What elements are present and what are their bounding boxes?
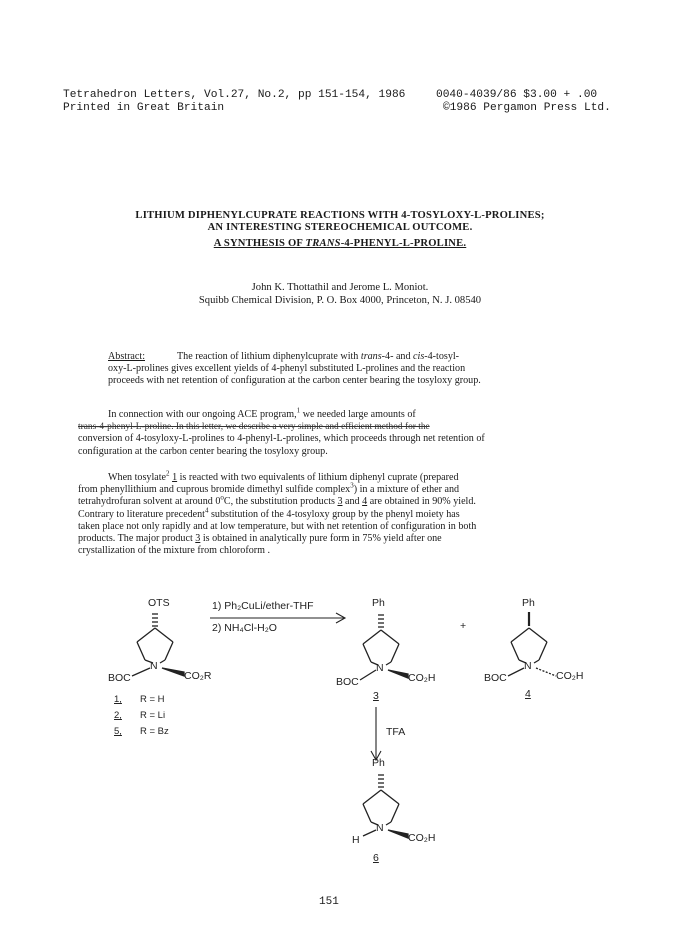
compound-4-boc-label: BOC [484,672,507,684]
printed-in: Printed in Great Britain [63,102,225,114]
compound-3-structure [360,615,408,680]
compound-6-ph-label: Ph [372,757,385,769]
para2-line-3: tetrahydrofuran solvent at around 0$^o$C, the substitution products 3 and 4 are obtained in 90% yield. [78,494,476,508]
legend-row-2: 2, R = Li [114,710,166,721]
subtitle-italic: TRANS [305,238,341,249]
reaction-step-2: 2) NH₄Cl-H₂O [212,622,277,634]
compound-3-number: 3 [373,690,379,702]
copyright: ©1986 Pergamon Press Ltd. [443,102,611,114]
tfa-reagent: TFA [386,726,406,738]
compound-legend [114,694,194,742]
legend-row-3: 5, R = Bz [114,726,169,737]
para2-line-7: crystallization of the mixture from chloroform . [78,545,271,557]
compound-4-number: 4 [525,688,531,700]
compound-1-structure [132,614,184,676]
para2-line-6: products. The major product 3 is obtained in analytically pure form in 75% yield after one [78,533,442,545]
compound-4-n-label: N [524,660,532,672]
abstract-label: Abstract: [108,351,145,362]
issn-price: 0040-4039/86 $3.00 + .00 [436,89,598,101]
journal-citation: Tetrahedron Letters, Vol.27, No.2, pp 151-154, 1986 [63,89,406,101]
author-names: John K. Thottathil and Jerome L. Moniot. [251,282,429,293]
para2-line-4: Contrary to literature precedent$^4$ substitution of the 4-tosyloxy group by the phenyl moiety has [78,506,460,520]
compound-6-h-label: H [352,834,360,846]
compound-6-co2h-label: CO₂H [408,832,436,844]
compound-3-co2h-label: CO₂H [408,672,436,684]
compound-4-structure [508,612,556,676]
compound-6-structure [363,775,408,838]
compound-4-co2h-label: CO₂H [556,670,584,682]
plus-sign: + [460,620,467,632]
title-line-2: AN INTERESTING STEREOCHEMICAL OUTCOME. [207,222,473,233]
page-number: 151 [319,896,339,908]
para1-line-2: trans-4-phenyl-L-proline. In this letter, we describe a very simple and efficient method for the [78,422,430,433]
compound-3-n-label: N [376,662,384,674]
affiliation: Squibb Chemical Division, P. O. Box 4000, Princeton, N. J. 08540 [198,295,482,306]
para1-line-4: configuration at the carbon center bearing the tosyloxy group. [78,445,328,457]
compound-1-co2r-label: CO₂R [184,670,212,682]
compound-3-boc-label: BOC [336,676,359,688]
abstract-line-3: proceeds with net retention of configuration at the carbon center bearing the tosyloxy group. [108,375,481,387]
compound-6-number: 6 [373,852,379,864]
para2-line-5: taken place not only rapidly and at low temperature, but with net retention of configuration in both [78,520,477,532]
compound-3-ph-label: Ph [372,597,385,609]
subtitle-suffix: -4-PHENYL-L-PROLINE. [340,238,467,249]
compound-1-n-label: N [150,660,158,672]
para1-line-3: conversion of 4-tosyloxy-L-prolines to 4-phenyl-L-prolines, which proceeds through net retention of [78,433,485,445]
compound-4-ph-label: Ph [522,597,535,609]
para2-line-1: When tosylate$^2$ 1 is reacted with two equivalents of lithium diphenyl cuprate (prepared [108,469,459,483]
abstract-line-2: oxy-L-prolines gives excellent yields of 4-phenyl substituted L-prolines and the reaction [108,363,466,375]
compound-6-n-label: N [376,822,384,834]
tfa-arrow [371,707,381,760]
legend-row-1: 1, R = H [114,694,165,705]
reaction-step-1: 1) Ph₂CuLi/ether-THF [212,600,314,612]
title-line-1: LITHIUM DIPHENYLCUPRATE REACTIONS WITH 4-TOSYLOXY-L-PROLINES; [135,210,545,221]
compound-1-otos-label: OTS [148,597,170,609]
subtitle-prefix: A SYNTHESIS OF [213,238,306,249]
abstract-line-1: Abstract: The reaction of lithium diphenylcuprate with trans-4- and cis-4-tosyl- [108,351,460,362]
para2-line-2: from phenyllithium and cuprous bromide dimethyl sulfide complex$^3$) in a mixture of ether and [78,481,460,496]
compound-1-boc-label: BOC [108,672,131,684]
para1-line-1: In connection with our ongoing ACE program,$^1$ we needed large amounts of [108,406,416,420]
